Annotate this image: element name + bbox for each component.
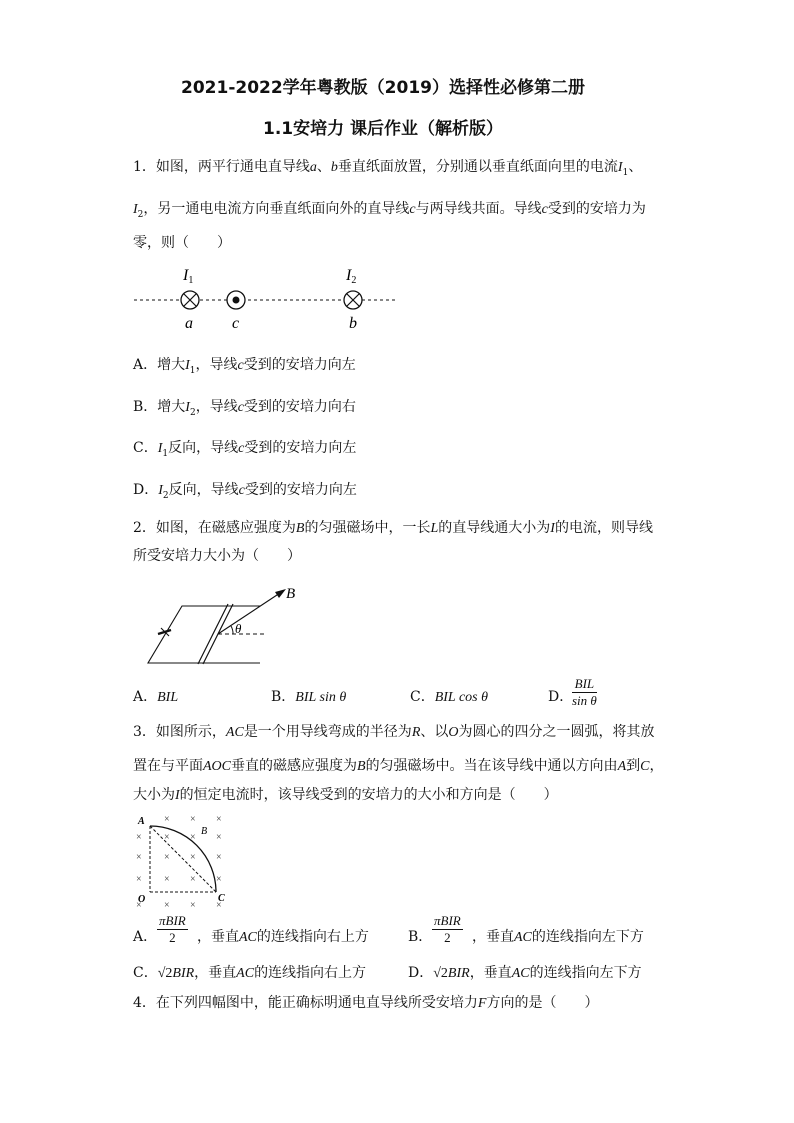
q3-option-a-fraction: πBIR 2 xyxy=(159,913,186,945)
q1-option-b[interactable]: B．增大$I_2$，导线c受到的安培力向右 xyxy=(133,399,356,418)
field-cross-icon: × xyxy=(216,874,222,885)
field-cross-icon: × xyxy=(190,874,196,885)
q2-option-b[interactable]: B．BIL sin θ xyxy=(271,689,347,705)
q2-figure xyxy=(140,580,310,670)
q1-option-c[interactable]: C．$I_1$反向，导线c受到的安培力向左 xyxy=(133,440,357,459)
field-cross-icon: × xyxy=(136,874,142,885)
field-cross-icon: × xyxy=(190,814,196,825)
wire-a-into-page-icon xyxy=(181,291,199,309)
page-title-line1: 2021-2022学年粤教版（2019）选择性必修第二册 xyxy=(181,78,585,98)
q3-option-b-text: ，垂直AC的连线指向左下方 xyxy=(472,929,644,945)
field-cross-icon: × xyxy=(164,900,170,911)
q3-option-b-fraction: πBIR 2 xyxy=(434,913,461,945)
field-cross-icon: × xyxy=(216,832,222,843)
q2-label-B: B xyxy=(286,586,296,602)
field-cross-icon: × xyxy=(136,900,142,911)
q2-rod-left xyxy=(198,604,228,664)
q1-option-a[interactable]: A．增大$I_1$，导线c受到的安培力向左 xyxy=(133,357,356,376)
q3-stem-line1: 3．如图所示，AC是一个用导线弯成的半径为R、以O为圆心的四分之一圆弧，将其放 xyxy=(133,724,655,740)
q3-option-d[interactable]: D．√2BIR，垂直AC的连线指向左下方 xyxy=(408,965,642,981)
q1-option-d[interactable]: D．$I_2$反向，导线c受到的安培力向左 xyxy=(133,482,357,501)
q3-label-B: B xyxy=(201,826,208,837)
field-cross-icon: × xyxy=(136,852,142,863)
q3-stem-line3: 大小为I的恒定电流时，该导线受到的安培力的大小和方向是（ ） xyxy=(133,787,558,803)
field-cross-icon: × xyxy=(190,852,196,863)
q3-option-a-label[interactable]: A． xyxy=(133,929,158,945)
field-cross-icon: × xyxy=(164,814,170,825)
q1-stem-line2: $I_2$，另一通电电流方向垂直纸面向外的直导线c与两导线共面。导线c受到的安培力为 xyxy=(133,201,646,220)
field-cross-icon: × xyxy=(190,832,196,843)
q3-label-A: A xyxy=(138,816,145,827)
field-cross-icon: × xyxy=(216,814,222,825)
q1-stem-line3: 零，则（ ） xyxy=(133,235,231,251)
q1-figure xyxy=(130,262,402,336)
q3-figure xyxy=(128,812,228,912)
q3-option-b-label[interactable]: B． xyxy=(408,929,433,945)
q2-option-a[interactable]: A．BIL xyxy=(133,689,179,705)
q3-option-a-text: ，垂直AC的连线指向右上方 xyxy=(197,929,369,945)
q2-angle-arc xyxy=(231,626,233,634)
field-cross-icon: × xyxy=(136,832,142,843)
label-I1: I1 xyxy=(183,267,194,286)
wire-c-out-of-page-icon xyxy=(227,291,245,309)
q1-stem-line1: 1．如图，两平行通电直导线a、b垂直纸面放置，分别通以垂直纸面向里的电流$I_1$、 xyxy=(133,159,643,178)
field-cross-icon: × xyxy=(216,900,222,911)
q4-stem: 4．在下列四幅图中，能正确标明通电直导线所受安培力F方向的是（ ） xyxy=(133,995,599,1011)
page-title-line2: 1.1安培力 课后作业（解析版） xyxy=(263,119,504,139)
label-a: a xyxy=(185,315,193,332)
q3-stem-line2: 置在与平面AOC垂直的磁感应强度为B的匀强磁场中。当在该导线中通以方向由A到C， xyxy=(133,758,664,774)
q2-field-arrow xyxy=(218,593,280,634)
field-cross-icon: × xyxy=(216,852,222,863)
q2-label-theta: θ xyxy=(235,621,242,636)
q3-label-C: C xyxy=(218,893,225,904)
label-c: c xyxy=(232,315,240,332)
label-b: b xyxy=(349,315,357,332)
field-cross-icon: × xyxy=(164,852,170,863)
q2-rail-frame xyxy=(148,606,260,663)
q2-option-d-fraction: BIL sin θ xyxy=(572,676,597,708)
q2-stem-line2: 所受安培力大小为（ ） xyxy=(133,548,301,564)
wire-b-into-page-icon xyxy=(344,291,362,309)
q3-label-O: O xyxy=(138,894,146,905)
field-cross-icon: × xyxy=(164,874,170,885)
q2-battery-short xyxy=(158,630,171,634)
label-I2: I2 xyxy=(346,267,357,286)
q2-arrowhead-icon xyxy=(275,589,286,598)
q3-option-c[interactable]: C．√2BIR，垂直AC的连线指向右上方 xyxy=(133,965,367,981)
field-cross-icon: × xyxy=(164,832,170,843)
q2-stem-line1: 2．如图，在磁感应强度为B的匀强磁场中，一长L的直导线通大小为I的电流，则导线 xyxy=(133,520,653,536)
q2-option-d[interactable]: D． xyxy=(548,689,574,705)
field-cross-icon: × xyxy=(190,900,196,911)
q2-option-c[interactable]: C．BIL cos θ xyxy=(410,689,489,705)
